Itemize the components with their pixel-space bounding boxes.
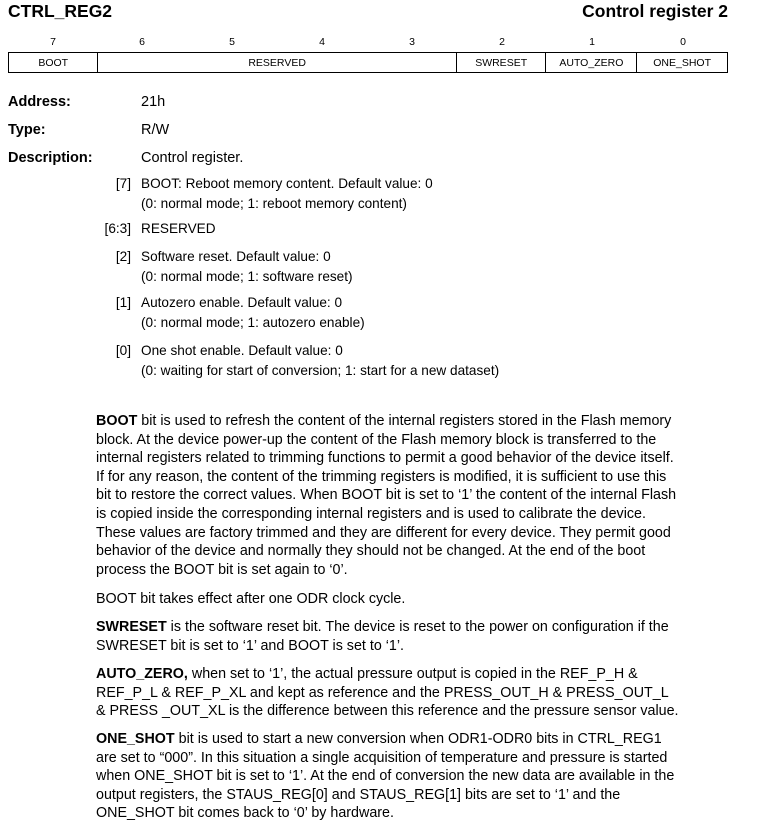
bit-index: [6:3] — [104, 221, 131, 236]
bit-number: 6 — [139, 36, 145, 48]
text-line: behavior of the device and normally they should not be changed. At the end of the boot — [96, 543, 646, 560]
bit-desc: Software reset. Default value: 0 — [141, 249, 331, 264]
text-line: & PRESS _OUT_XL is the difference between this reference and the pressure sensor value. — [96, 703, 679, 720]
register-bit-table — [8, 52, 728, 73]
bit-number: 5 — [229, 36, 235, 48]
text-line: ONE_SHOT bit comes back to ‘0’ by hardware. — [96, 805, 394, 822]
text-line: when set to ‘1’, the actual pressure output is copied in the REF_P_H & — [187, 666, 638, 682]
bit-index: [2] — [115, 249, 131, 264]
bit-index: [0] — [115, 343, 131, 358]
field-one-shot: ONE_SHOT — [637, 53, 728, 73]
lead-term: AUTO_ZERO, — [96, 666, 188, 682]
bit-desc: BOOT: Reboot memory content. Default value: 0 — [141, 176, 433, 191]
bit-number: 0 — [680, 36, 686, 48]
text-line: block. At the device power-up the content of the Flash memory block is transferred to the — [96, 431, 657, 448]
bit-number: 3 — [409, 36, 415, 48]
bit-number: 2 — [499, 36, 505, 48]
text-line: If for any reason, the content of the trimming registers is modified, it is sufficient to use this — [96, 468, 667, 485]
text-line: output registers, the STAUS_REG[0] and STAUS_REG[1] bits are set to ‘1’ and the — [96, 786, 621, 803]
lead-term: BOOT — [96, 413, 138, 429]
paragraph-auto-zero — [96, 665, 679, 721]
bit-desc: RESERVED — [141, 221, 216, 236]
description-value: Control register. — [141, 150, 244, 166]
address-label: Address: — [8, 94, 71, 110]
text-line: bit is used to start a new conversion when ODR1-ODR0 bits in CTRL_REG1 — [174, 731, 662, 747]
lead-term: ONE_SHOT — [96, 731, 175, 747]
bit-desc-values: (0: normal mode; 1: software reset) — [141, 269, 353, 284]
text-line: These values are factory trimmed and they are different for every device. They permit good — [96, 524, 671, 541]
address-value: 21h — [141, 94, 166, 110]
bit-index: [1] — [115, 295, 131, 310]
bit-desc: One shot enable. Default value: 0 — [141, 343, 343, 358]
text-line: is the software reset bit. The device is reset to the power on configuration if the — [166, 619, 669, 635]
bit-desc-values: (0: normal mode; 1: autozero enable) — [141, 315, 365, 330]
field-swreset: SWRESET — [456, 53, 546, 73]
bit-desc-values: (0: normal mode; 1: reboot memory content) — [141, 196, 407, 211]
text-line: internal registers related to trimming functions to permit a good behavior of the device itself. — [96, 450, 674, 467]
field-auto-zero: AUTO_ZERO — [546, 53, 637, 73]
paragraph-boot — [96, 412, 676, 579]
register-name: CTRL_REG2 — [8, 1, 113, 21]
text-line: when ONE_SHOT bit is set to ‘1’. At the end of conversion the new data are available in the — [96, 768, 675, 785]
text-line: BOOT bit takes effect after one ODR clock cycle. — [96, 591, 406, 607]
paragraph-one-shot — [96, 730, 674, 823]
bit-desc: Autozero enable. Default value: 0 — [141, 295, 343, 310]
paragraph-swreset — [96, 618, 669, 655]
text-line: are set to “000”. In this situation a single acquisition of temperature and pressure is started — [96, 749, 668, 766]
lead-term: SWRESET — [96, 619, 167, 635]
description-label: Description: — [8, 150, 93, 166]
text-line: bit is used to refresh the content of the internal registers stored in the Flash memory — [137, 413, 672, 429]
paragraph-boot-effect — [96, 590, 405, 609]
text-line: bit to restore the correct values. When BOOT bit is set to ‘1’ the content of the internal Flash — [96, 487, 677, 504]
bit-desc-values: (0: waiting for start of conversion; 1: start for a new dataset) — [141, 363, 500, 378]
field-reserved: RESERVED — [98, 53, 456, 73]
field-boot: BOOT — [9, 53, 98, 73]
bit-number: 4 — [319, 36, 325, 48]
bit-number: 1 — [589, 36, 595, 48]
text-line: process the BOOT bit is set again to ‘0’. — [96, 561, 348, 578]
type-value: R/W — [141, 122, 170, 138]
bit-number: 7 — [50, 36, 56, 48]
type-label: Type: — [8, 122, 46, 138]
bit-index: [7] — [115, 176, 131, 191]
text-line: is copied inside the corresponding internal registers and is used to calibrate the device. — [96, 505, 646, 522]
register-title: Control register 2 — [582, 1, 728, 21]
text-line: SWRESET bit is set to ‘1’ and BOOT is set to ‘1’. — [96, 637, 405, 654]
text-line: REF_P_L & REF_P_XL and kept as reference and the PRESS_OUT_H & PRESS_OUT_L — [96, 684, 669, 701]
